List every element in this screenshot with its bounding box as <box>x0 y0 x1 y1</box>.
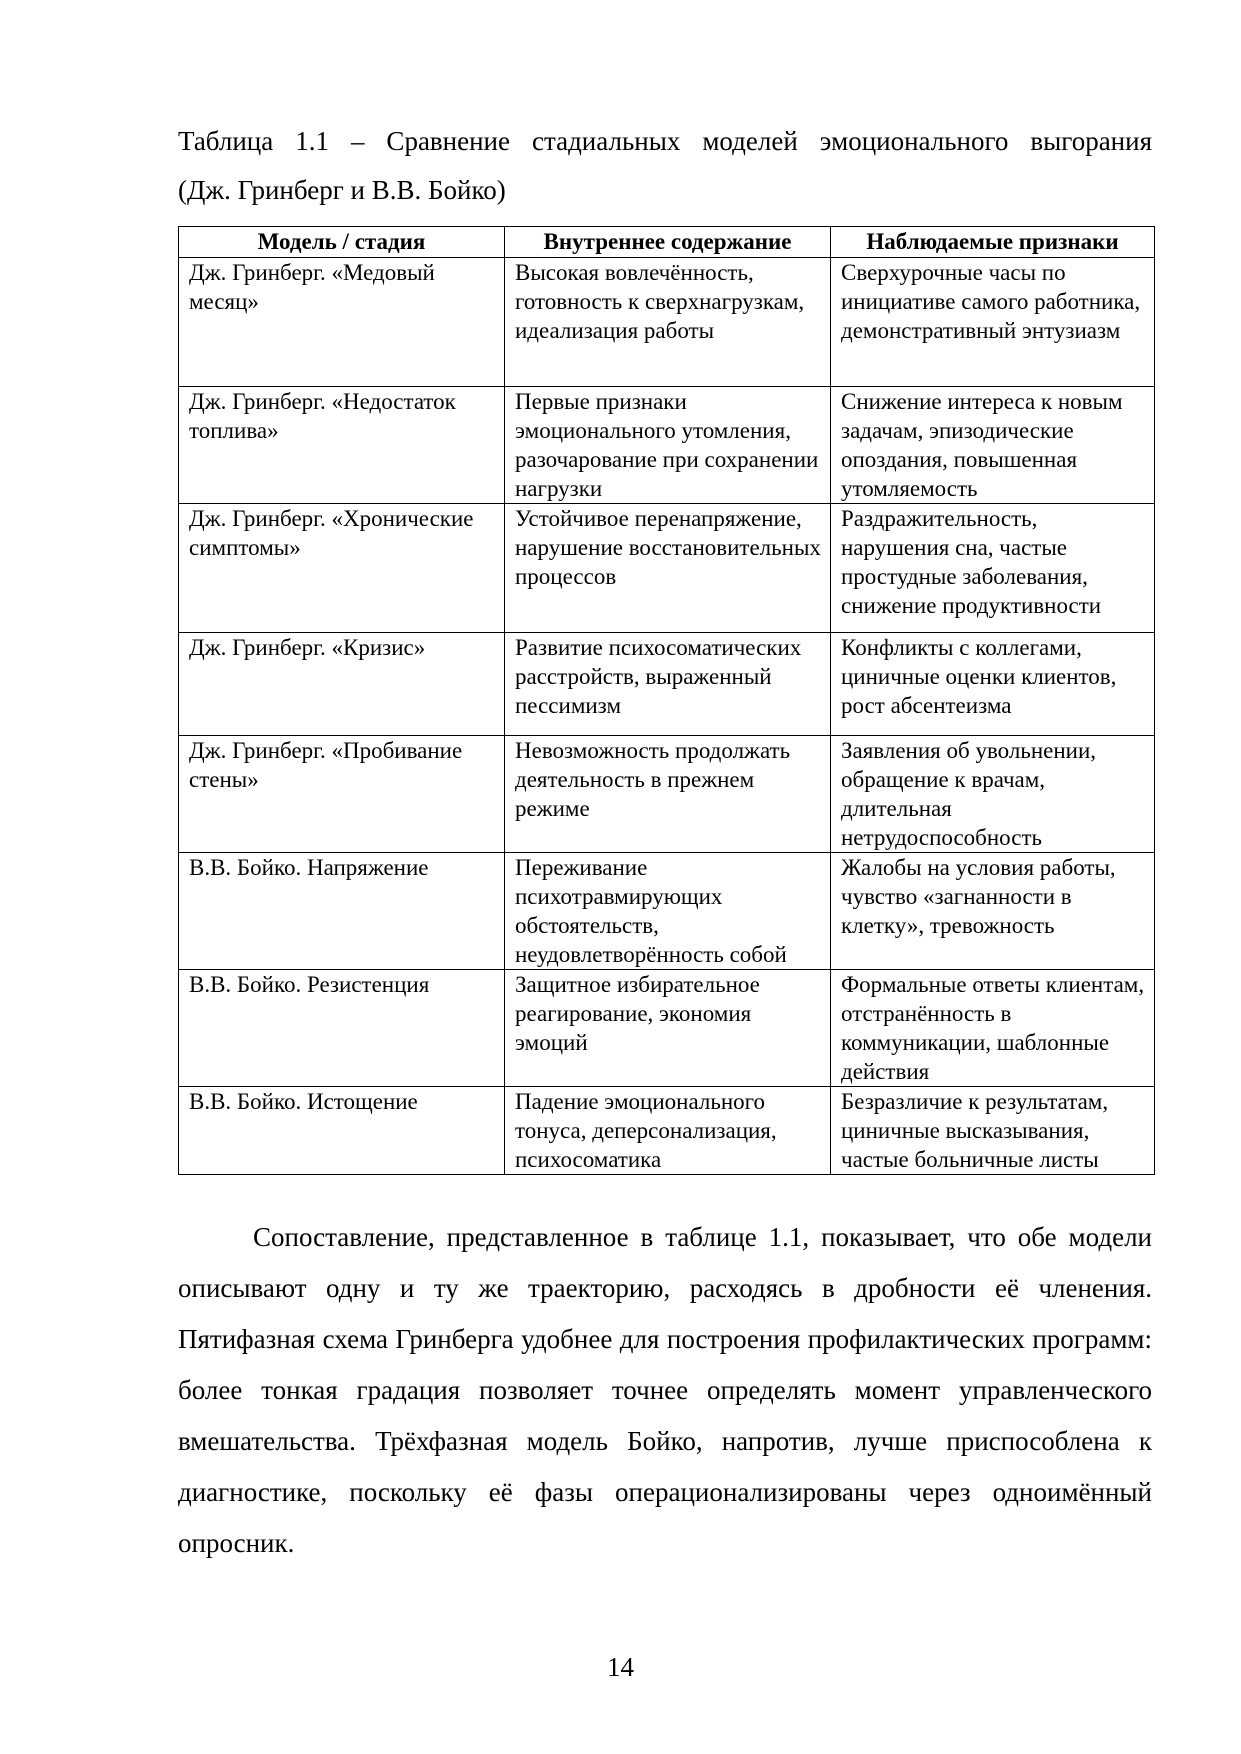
cell-stage: Дж. Гринберг. «Медовый месяц» <box>179 258 505 387</box>
page-number: 14 <box>607 1652 634 1682</box>
cell-stage: В.В. Бойко. Напряжение <box>179 853 505 970</box>
cell-internal: Невозможность продолжать деятельность в прежнем режиме <box>505 736 831 853</box>
table-row <box>179 504 1155 633</box>
body-text <box>178 1212 1152 1569</box>
column-header-signs: Наблюдаемые признаки <box>831 227 1155 258</box>
cell-internal: Защитное избирательное реагирование, экономия эмоций <box>505 970 831 1087</box>
table-row <box>179 853 1155 970</box>
cell-internal: Развитие психосоматических расстройств, выраженный пессимизм <box>505 633 831 736</box>
cell-signs: Формальные ответы клиентам, отстранённость в коммуникации, шаблонные действия <box>831 970 1155 1087</box>
body-paragraph: Сопоставление, представленное в таблице 1.1, показывает, что обе модели описывают одну и ту же траекторию, расходясь в дробности её членения. Пятифазная схема Гринберга удобнее для построения профилактических программ: более тонкая градация позволяет точнее определять момент управленческого вмешательства. Трёхфазная модель Бойко, напротив, лучше приспособлена к диагностике, поскольку её фазы операционализированы через одноимённый опросник. <box>178 1222 1152 1558</box>
cell-signs: Снижение интереса к новым задачам, эпизодические опоздания, повышенная утомляемость <box>831 387 1155 504</box>
cell-stage: Дж. Гринберг. «Хронические симптомы» <box>179 504 505 633</box>
column-header-stage: Модель / стадия <box>179 227 505 258</box>
cell-internal: Падение эмоционального тонуса, деперсонализация, психосоматика <box>505 1087 831 1175</box>
cell-signs: Жалобы на условия работы, чувство «загнанности в клетку», тревожность <box>831 853 1155 970</box>
cell-signs: Безразличие к результатам, циничные высказывания, частые больничные листы <box>831 1087 1155 1175</box>
cell-signs: Раздражительность, нарушения сна, частые простудные заболевания, снижение продуктивности <box>831 504 1155 633</box>
table-row <box>179 1087 1155 1175</box>
table-row <box>179 633 1155 736</box>
cell-stage: Дж. Гринберг. «Кризис» <box>179 633 505 736</box>
comparison-table <box>178 226 1155 1175</box>
cell-signs: Конфликты с коллегами, циничные оценки клиентов, рост абсентеизма <box>831 633 1155 736</box>
cell-stage: В.В. Бойко. Истощение <box>179 1087 505 1175</box>
cell-internal: Устойчивое перенапряжение, нарушение восстановительных процессов <box>505 504 831 633</box>
cell-stage: В.В. Бойко. Резистенция <box>179 970 505 1087</box>
table-caption-line1: Таблица 1.1 – Сравнение стадиальных моделей эмоционального выгорания <box>178 126 1152 156</box>
table-caption <box>178 117 1152 215</box>
cell-signs: Сверхурочные часы по инициативе самого работника, демонстративный энтузиазм <box>831 258 1155 387</box>
table-row <box>179 970 1155 1087</box>
cell-internal: Переживание психотравмирующих обстоятельств, неудовлетворённость собой <box>505 853 831 970</box>
cell-signs: Заявления об увольнении, обращение к врачам, длительная нетрудоспособность <box>831 736 1155 853</box>
column-header-internal: Внутреннее содержание <box>505 227 831 258</box>
cell-stage: Дж. Гринберг. «Пробивание стены» <box>179 736 505 853</box>
cell-internal: Первые признаки эмоционального утомления, разочарование при сохранении нагрузки <box>505 387 831 504</box>
table-caption-line2: (Дж. Гринберг и В.В. Бойко) <box>178 175 506 205</box>
cell-stage: Дж. Гринберг. «Недостаток топлива» <box>179 387 505 504</box>
table-row <box>179 387 1155 504</box>
table-row <box>179 258 1155 387</box>
cell-internal: Высокая вовлечённость, готовность к сверхнагрузкам, идеализация работы <box>505 258 831 387</box>
table-header-row <box>179 227 1155 258</box>
table-row <box>179 736 1155 853</box>
